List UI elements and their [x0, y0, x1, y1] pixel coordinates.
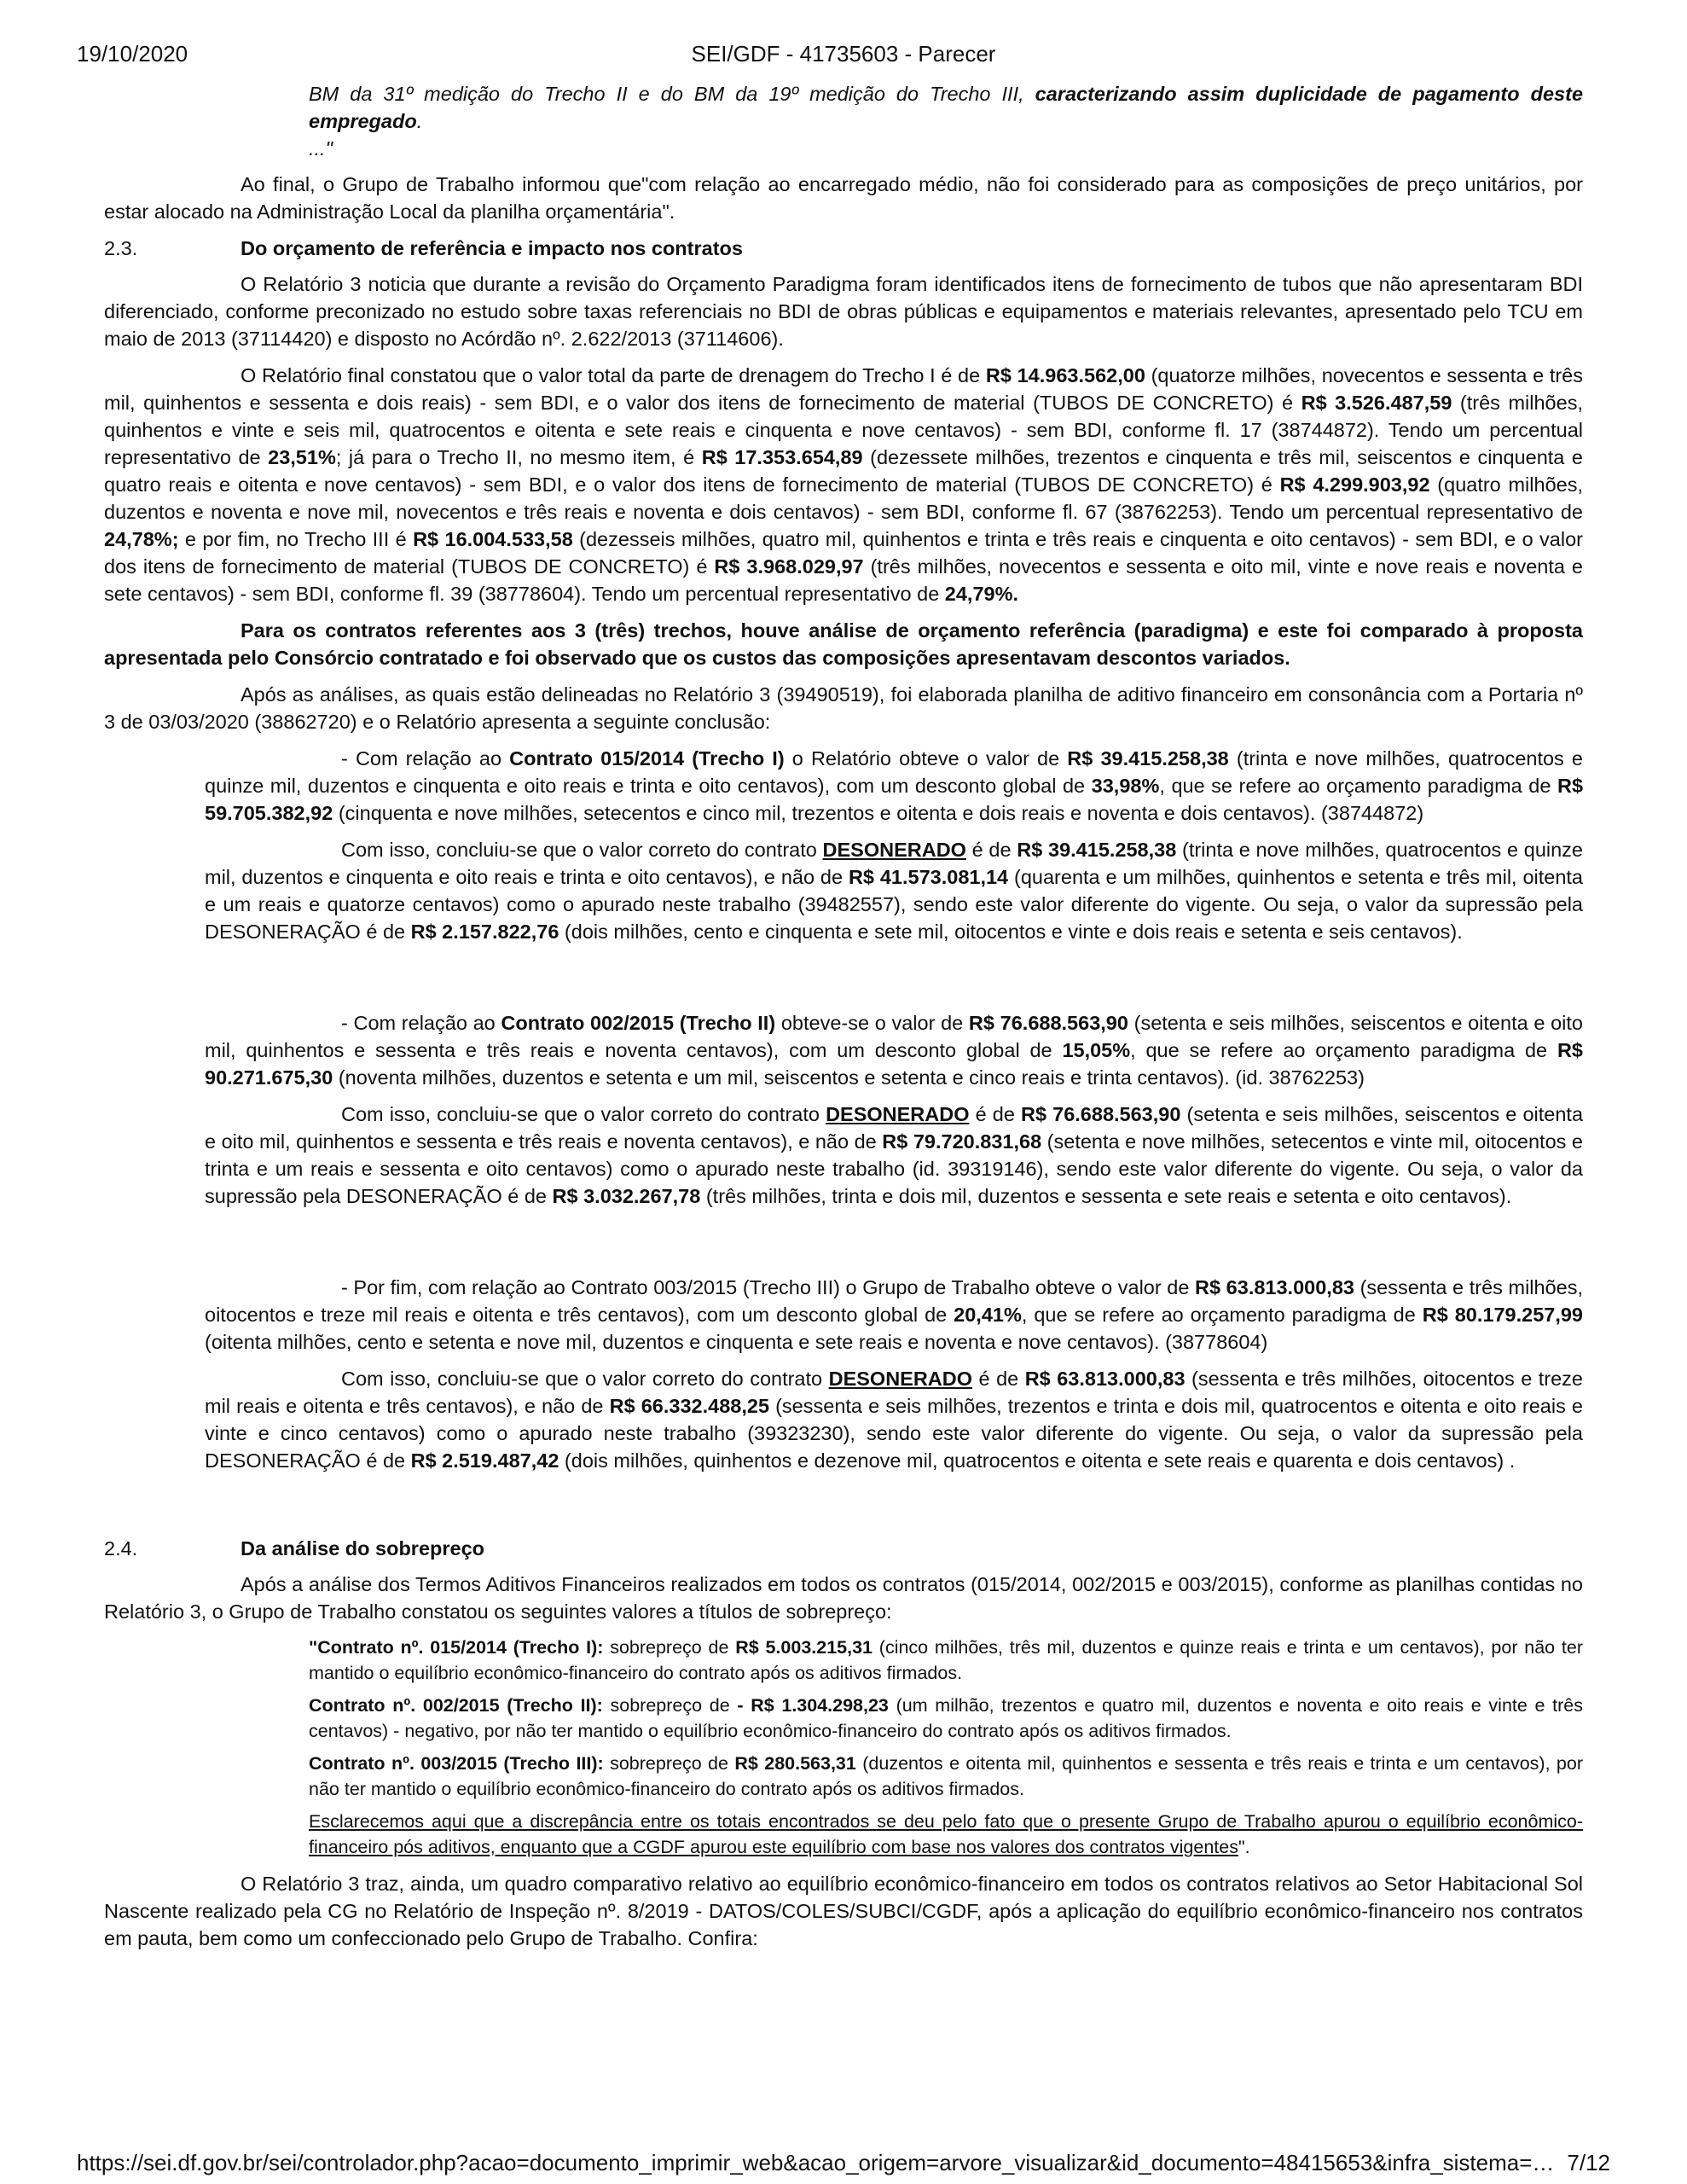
paragraph-contrato-003-desonerado: Com isso, concluiu-se que o valor correto do contrato DESONERADO é de R$ 63.813.000,83 (sessenta e três milhões, oitocentos e treze mil reais e oitenta e três centavos), e não de R$ 66.332.488,25 (sessenta e seis milhões, trezentos e trinta e dois mil, quatrocentos e oitenta e oito reais e vinte e cinco centavos) como o apurado neste trabalho (39323230), sendo este valor diferente do vigente. Ou seja, o valor da supressão pela DESONERAÇÃO é de R$ 2.519.487,42 (dois milhões, quinhentos e dezenove mil, quatrocentos e oitenta e sete reais e quarenta e dois centavos) . [205, 1368, 1584, 1472]
citation-esclarecimento: Esclarecemos aqui que a discrepância entre os totais encontrados se deu pelo fato que o presente Grupo de Trabalho apurou o equilíbrio econômico-financeiro pós aditivos, enquanto que a CGDF apurou este equilíbrio com base nos valores dos contratos vigentes". [309, 1811, 1583, 1857]
paragraph-sobrepreco: Após a análise dos Termos Aditivos Financeiros realizados em todos os contratos (015/2014, 002/2015 e 003/2015), conforme as planilhas contidas no Relatório 3, o Grupo de Trabalho constatou os seguintes valores a títulos de sobrepreço: [104, 1573, 1583, 1623]
paragraph-quadro-comparativo: O Relatório 3 traz, ainda, um quadro comparativo relativo ao equilíbrio econômico-financeiro em todos os contratos relativos ao Setor Habitacional Sol Nascente realizado pela CG no Relatório de Inspeção nº. 8/2019 - DATOS/COLES/SUBCI/CGDF, após a aplicação do equilíbrio econômico-financeiro nos contratos em pauta, bem como um confeccionado pelo Grupo de Trabalho. Confira: [104, 1873, 1583, 1949]
section-number: 2.3. [104, 237, 138, 259]
print-date: 19/10/2020 [77, 41, 188, 67]
section-title: Da análise do sobrepreço [241, 1537, 485, 1560]
paragraph-relatorio-3: O Relatório 3 noticia que durante a revisão do Orçamento Paradigma foram identificados itens de fornecimento de tubos que não apresentaram BDI diferenciado, conforme preconizado no estudo sobre taxas referenciais no BDI de obras públicas e equipamentos e materiais relevantes, apresentado pelo TCU em maio de 2013 (37114420) e disposto no Acórdão nº. 2.622/2013 (37114606). [104, 273, 1583, 350]
section-heading-2-4 [104, 1535, 1583, 1562]
print-header [77, 41, 1610, 70]
section-number: 2.4. [104, 1537, 138, 1560]
sobrepreco-citation [309, 1635, 1583, 1860]
section-title: Do orçamento de referência e impacto nos contratos [241, 237, 743, 259]
paragraph-contrato-015-desonerado: Com isso, concluiu-se que o valor correto do contrato DESONERADO é de R$ 39.415.258,38 (trinta e nove milhões, quatrocentos e quinze mil, duzentos e cinquenta e oito reais e trinta e oito centavos), e não de R$ 41.573.081,14 (quarenta e um milhões, quinhentos e setenta e três mil, oitenta e um reais e quatorze centavos) como o apurado neste trabalho (39482557), sendo este valor diferente do vigente. Ou seja, o valor da supressão pela DESONERAÇÃO é de R$ 2.157.822,76 (dois milhões, cento e cinquenta e sete mil, oitocentos e vinte e dois reais e setenta e seis centavos). [205, 839, 1583, 943]
document-title: SEI/GDF - 41735603 - Parecer [691, 41, 996, 67]
paragraph-relatorio-final: O Relatório final constatou que o valor total da parte de drenagem do Trecho I é de R$ 14.963.562,00 (quatorze milhões, novecentos e sessenta e três mil, quinhentos e sessenta e dois reais) - sem BDI, e o valor dos itens de fornecimento de material (TUBOS DE CONCRETO) é R$ 3.526.487,59 (três milhões, quinhentos e vinte e seis mil, quatrocentos e oitenta e sete reais e cinquenta e nove centavos) - sem BDI, conforme fl. 17 (38744872). Tendo um percentual representativo de 23,51%; já para o Trecho II, no mesmo item, é R$ 17.353.654,89 (dezessete milhões, trezentos e cinquenta e três mil, seiscentos e cinquenta e quatro reais e oitenta e nove centavos) - sem BDI, e o valor dos itens de fornecimento de material (TUBOS DE CONCRETO) é R$ 4.299.903,92 (quatro milhões, duzentos e noventa e nove mil, novecentos e três reais e noventa e dois centavos) - sem BDI, conforme fl. 67 (38762253). Tendo um percentual representativo de 24,78%; e por fim, no Trecho III é R$ 16.004.533,58 (dezesseis milhões, quatro mil, quinhentos e trinta e três reais e cinquenta e oito centavos) - sem BDI, e o valor dos itens de fornecimento de material (TUBOS DE CONCRETO) é R$ 3.968.029,97 (três milhões, novecentos e sessenta e oito mil, vinte e nove reais e noventa e sete centavos) - sem BDI, conforme fl. 39 (38778604). Tendo um percentual representativo de 24,79%. [104, 364, 1584, 605]
paragraph-ao-final: Ao final, o Grupo de Trabalho informou que"com relação ao encarregado médio, não foi considerado para as composições de preço unitários, por estar alocado na Administração Local da planilha orçamentária". [104, 173, 1583, 223]
quote-text: BM da 31º medição do Trecho II e do BM da 19º medição do Trecho III, caracterizando assim duplicidade de pagamento deste empregado. [309, 83, 1584, 132]
page-number: 7/12 [1567, 2150, 1610, 2175]
conclusion-contract-015-2014 [205, 745, 1583, 945]
print-footer [77, 2150, 1610, 2179]
paragraph-apos-analises: Após as análises, as quais estão delineadas no Relatório 3 (39490519), foi elaborada planilha de aditivo financeiro em consonância com a Portaria nº 3 de 03/03/2020 (38862720) e o Relatório apresenta a seguinte conclusão: [104, 683, 1583, 733]
paragraph-contrato-002-desonerado: Com isso, concluiu-se que o valor correto do contrato DESONERADO é de R$ 76.688.563,90 (setenta e seis milhões, seiscentos e oitenta e oito mil, quinhentos e sessenta e três reais e noventa centavos), e não de R$ 79.720.831,68 (setenta e nove milhões, setecentos e vinte mil, oitocentos e trinta e um reais e sessenta e oito centavos) como o apurado neste trabalho (id. 39319146), sendo este valor diferente do vigente. Ou seja, o valor da supressão pela DESONERAÇÃO é de R$ 3.032.267,78 (três milhões, trinta e dois mil, duzentos e sessenta e sete reais e setenta e oito centavos). [205, 1103, 1584, 1207]
quoted-excerpt [309, 80, 1583, 162]
paragraph-contrato-015: - Com relação ao Contrato 015/2014 (Trecho I) o Relatório obteve o valor de R$ 39.415.258,38 (trinta e nove milhões, quatrocentos e quinze mil, duzentos e cinquenta e oito reais e trinta e oito centavos), com um desconto global de 33,98%, que se refere ao orçamento paradigma de R$ 59.705.382,92 (cinquenta e nove milhões, setecentos e cinco mil, trezentos e oitenta e dois reais e noventa e dois centavos). (38744872) [205, 747, 1584, 824]
paragraph-bold-contratos: Para os contratos referentes aos 3 (três) trechos, houve análise de orçamento referência (paradigma) e este foi comparado à proposta apresentada pelo Consórcio contratado e foi observado que os custos das composições apresentavam descontos variados. [104, 619, 1583, 669]
document-url: https://sei.df.gov.br/sei/controlador.php?acao=documento_imprimir_web&acao_origem=arvore_visualizar&id_documento=48415653&infra_sistema=… [77, 2150, 1555, 2175]
paragraph-contrato-003: - Por fim, com relação ao Contrato 003/2015 (Trecho III) o Grupo de Trabalho obteve o valor de R$ 63.813.000,83 (sessenta e três milhões, oitocentos e treze mil reais e oitenta e três centavos), com um desconto global de 20,41%, que se refere ao orçamento paradigma de R$ 80.179.257,99 (oitenta milhões, cento e setenta e nove mil, duzentos e cinquenta e sete reais e noventa e nove centavos). (38778604) [205, 1276, 1584, 1353]
conclusion-contract-002-2015 [205, 1009, 1583, 1210]
conclusion-contract-003-2015 [205, 1274, 1583, 1474]
document-body [104, 80, 1583, 1961]
citation-contrato-003: Contrato nº. 003/2015 (Trecho III): sobrepreço de R$ 280.563,31 (duzentos e oitenta mil, quinhentos e sessenta e três reais e trinta e um centavos), por não ter mantido o equilíbrio econômico-financeiro do contrato após os aditivos firmados. [309, 1753, 1584, 1799]
citation-contrato-015: "Contrato nº. 015/2014 (Trecho I): sobrepreço de R$ 5.003.215,31 (cinco milhões, três mil, duzentos e quinze reais e trinta e um centavos), por não ter mantido o equilíbrio econômico-financeiro do contrato após os aditivos firmados. [309, 1637, 1583, 1683]
paragraph-contrato-002: - Com relação ao Contrato 002/2015 (Trecho II) obteve-se o valor de R$ 76.688.563,90 (setenta e seis milhões, seiscentos e oitenta e oito mil, quinhentos e sessenta e três reais e noventa centavos), com um desconto global de 15,05%, que se refere ao orçamento paradigma de R$ 90.271.675,30 (noventa milhões, duzentos e setenta e um mil, seiscentos e setenta e cinco reais e trinta centavos). (id. 38762253) [205, 1012, 1583, 1089]
quote-ellipsis: ..." [309, 137, 333, 160]
section-heading-2-3 [104, 235, 1583, 262]
citation-contrato-002: Contrato nº. 002/2015 (Trecho II): sobrepreço de - R$ 1.304.298,23 (um milhão, trezentos e quatro mil, duzentos e noventa e oito reais e vinte e três centavos) - negativo, por não ter mantido o equilíbrio econômico-financeiro do contrato após os aditivos firmados. [309, 1695, 1583, 1741]
